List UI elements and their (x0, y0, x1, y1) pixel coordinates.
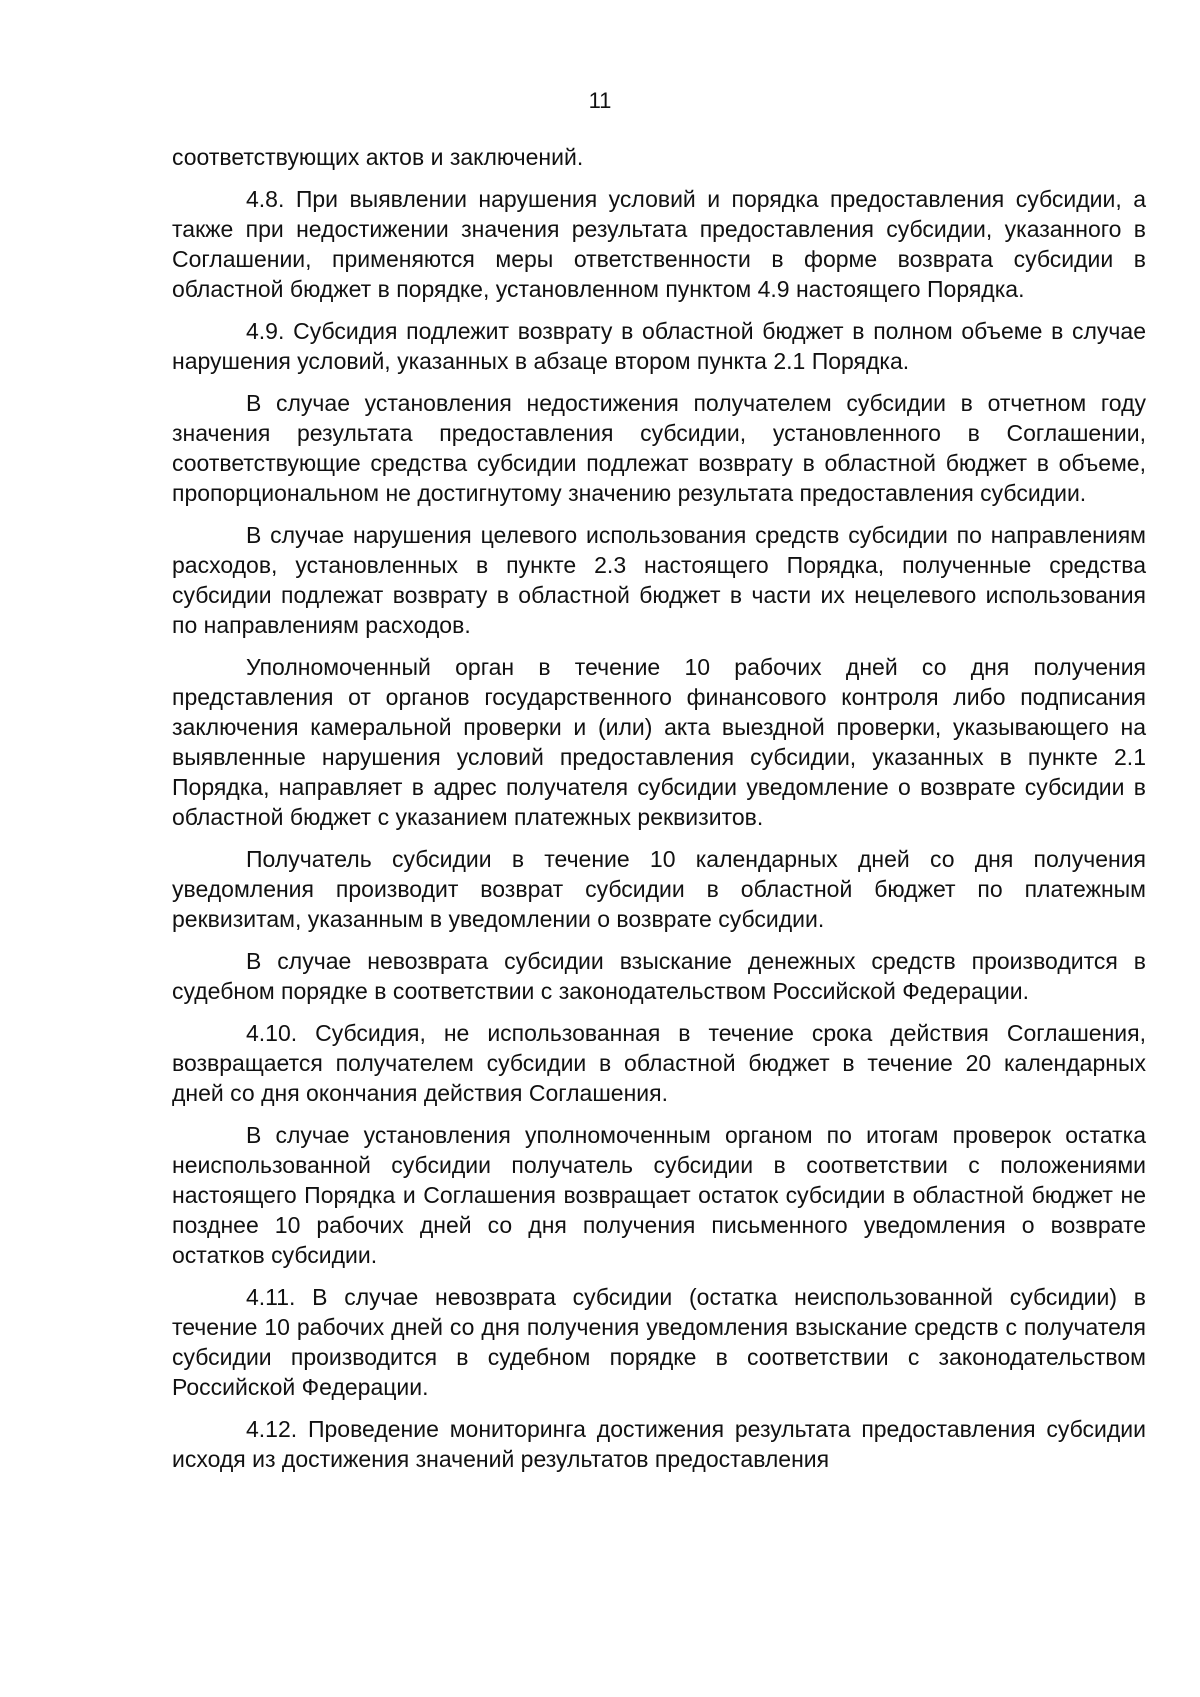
page-number: 11 (588, 88, 612, 113)
paragraph-4-8: 4.8. При выявлении нарушения условий и порядка предоставления субсидии, а также при недостижении значения результата предоставления субсидии, указанного в Соглашении, применяются меры ответственности в форме возврата субсидии в областной бюджет в порядке, установленном пунктом 4.9 настоящего Порядка. (172, 186, 1146, 302)
paragraph-4-9-misuse: В случае нарушения целевого использования средств субсидии по направлениям расходов, установленных в пункте 2.3 настоящего Порядка, полученные средства субсидии подлежат возврату в областной бюджет в части их нецелевого использования по направлениям расходов. (172, 522, 1146, 638)
paragraph-4-12: 4.12. Проведение мониторинга достижения результата предоставления субсидии исходя из достижения значений результатов предоставления (172, 1416, 1146, 1472)
document-body (172, 142, 1146, 1474)
paragraph-continuation: соответствующих актов и заключений. (172, 144, 584, 170)
paragraph-4-10: 4.10. Субсидия, не использованная в течение срока действия Соглашения, возвращается получателем субсидии в областной бюджет в течение 20 календарных дней со дня окончания действия Соглашения. (172, 1020, 1146, 1106)
paragraph-4-9-shortfall: В случае установления недостижения получателем субсидии в отчетном году значения результата предоставления субсидии, установленного в Соглашении, соответствующие средства субсидии подлежат возврату в областной бюджет в объеме, пропорциональном не достигнутому значению результата предоставления субсидии. (172, 390, 1146, 506)
paragraph-4-11: 4.11. В случае невозврата субсидии (остатка неиспользованной субсидии) в течение 10 рабочих дней со дня получения уведомления взыскание средств с получателя субсидии производится в судебном порядке в соответствии с законодательством Российской Федерации. (172, 1284, 1146, 1400)
paragraph-4-10-remainder: В случае установления уполномоченным органом по итогам проверок остатка неиспользованной субсидии получатель субсидии в соответствии с положениями настоящего Порядка и Соглашения возвращает остаток субсидии в областной бюджет не позднее 10 рабочих дней со дня получения письменного уведомления о возврате остатков субсидии. (172, 1122, 1146, 1268)
paragraph-4-9-notice: Уполномоченный орган в течение 10 рабочих дней со дня получения представления от органов государственного финансового контроля либо подписания заключения камеральной проверки и (или) акта выездной проверки, указывающего на выявленные нарушения условий предоставления субсидии, указанных в пункте 2.1 Порядка, направляет в адрес получателя субсидии уведомление о возврате субсидии в областной бюджет с указанием платежных реквизитов. (172, 654, 1146, 830)
paragraph-4-9-court: В случае невозврата субсидии взыскание денежных средств производится в судебном порядке в соответствии с законодательством Российской Федерации. (172, 948, 1146, 1004)
paragraph-4-9: 4.9. Субсидия подлежит возврату в областной бюджет в полном объеме в случае нарушения условий, указанных в абзаце втором пункта 2.1 Порядка. (172, 318, 1146, 374)
paragraph-4-9-refund: Получатель субсидии в течение 10 календарных дней со дня получения уведомления производит возврат субсидии в областной бюджет по платежным реквизитам, указанным в уведомлении о возврате субсидии. (172, 846, 1146, 932)
